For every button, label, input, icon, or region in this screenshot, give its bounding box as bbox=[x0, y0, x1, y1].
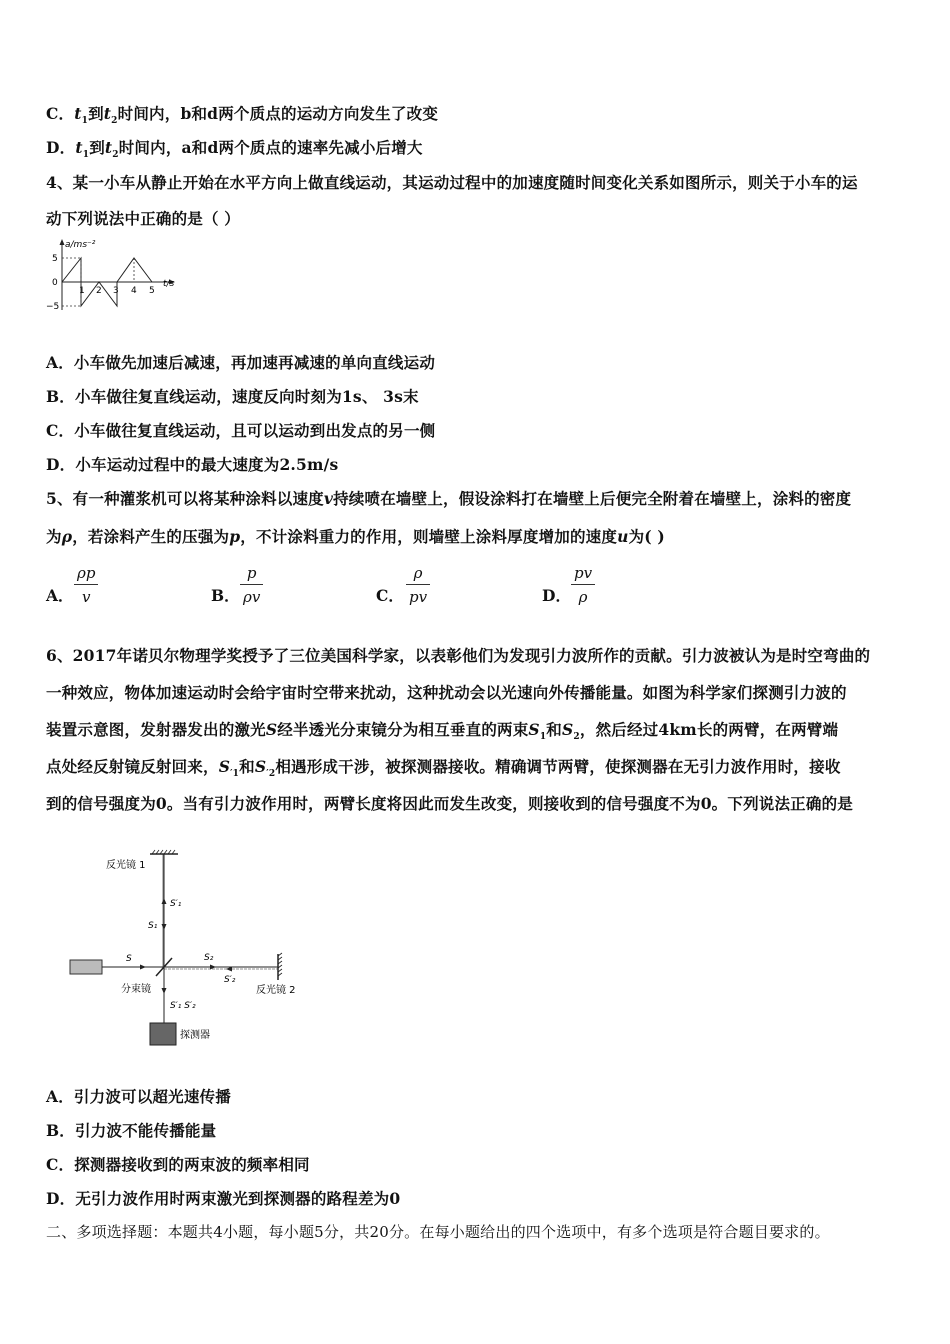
q5-option-c-label: C． bbox=[376, 586, 404, 605]
graph-ytick-neg5: −5 bbox=[46, 302, 60, 312]
q4-option-c: C．小车做往复直线运动，且可以运动到出发点的另一侧 bbox=[46, 421, 436, 440]
q6-stem-line-1: 6、2017年诺贝尔物理学奖授予了三位美国科学家，以表彰他们为发现引力波所作的贡献。引力波被认为是时空弯曲的 bbox=[46, 646, 871, 665]
q4-stem-line-1: 4、某一小车从静止开始在水平方向上做直线运动，其运动过程中的加速度随时间变化关系如图所示，则关于小车的运 bbox=[46, 173, 858, 192]
q3-option-d: D．$t_1$到$t_2$时间内，a和d两个质点的速率先减小后增大 bbox=[46, 138, 423, 161]
q5-option-b-label: B． bbox=[211, 586, 240, 605]
q6-option-a: A．引力波可以超光速传播 bbox=[46, 1087, 231, 1106]
q5-option-a-label: A． bbox=[46, 586, 74, 605]
q5-option-d-fraction: $\frac{pv}{\rho}$ bbox=[571, 564, 595, 606]
q4-option-a: A．小车做先加速后减速，再加速再减速的单向直线运动 bbox=[46, 353, 436, 372]
q6-option-c: C．探测器接收到的两束波的频率相同 bbox=[46, 1155, 310, 1174]
q5-option-d-label: D． bbox=[542, 586, 571, 605]
label-splitter: 分束镜 bbox=[121, 984, 151, 995]
q6-stem-line-5: 到的信号强度为0。当有引力波作用时，两臂长度将因此而发生改变，则接收到的信号强度不为0。下列说法正确的是 bbox=[46, 794, 853, 813]
label-s1: S₁ bbox=[148, 921, 158, 931]
q5-stem-line-2: 为ρ，若涂料产生的压强为p，不计涂料重力的作用，则墙壁上涂料厚度增加的速度u为( ) bbox=[46, 527, 665, 546]
q6-stem-line-4: 点处经反射镜反射回来，$S_{'1}$和$S_{'2}$相遇形成干涉，被探测器接收。精确调节两臂，使探测器在无引力波作用时，接收 bbox=[46, 757, 841, 780]
q4-option-d: D．小车运动过程中的最大速度为2.5m/s bbox=[46, 455, 339, 474]
q5-option-c-fraction: $\frac{\rho}{pv}$ bbox=[406, 564, 430, 606]
label-s2-prime: S′₂ bbox=[224, 975, 236, 985]
section-2-heading: 二、多项选择题：本题共4小题，每小题5分，共20分。在每小题给出的四个选项中，有多个选项是符合题目要求的。 bbox=[46, 1223, 830, 1241]
label-detector: 探测器 bbox=[180, 1030, 210, 1041]
label-mirror-1: 反光镜 1 bbox=[106, 860, 146, 871]
graph-ytick-5: 5 bbox=[52, 254, 58, 264]
laser-emitter bbox=[70, 960, 102, 974]
graph-xlabel: t/s bbox=[163, 279, 175, 289]
q5-option-a-fraction: $\frac{\rho p}{v}$ bbox=[74, 564, 98, 606]
q6-stem-line-3: 装置示意图，发射器发出的激光S经半透光分束镜分为相互垂直的两束$S_1$和$S_2$，然后经过4km长的两臂，在两臂端 bbox=[46, 720, 839, 743]
label-s2: S₂ bbox=[204, 953, 214, 963]
q4-stem-line-2: 动下列说法中正确的是（ ） bbox=[46, 209, 240, 228]
q6-stem-line-2: 一种效应，物体加速运动时会给宇宙时空带来扰动，这种扰动会以光速向外传播能量。如图为科学家们探测引力波的 bbox=[46, 683, 847, 702]
q3-option-c: C．$t_1$到$t_2$时间内，b和d两个质点的运动方向发生了改变 bbox=[46, 104, 439, 127]
graph-xtick-3: 3 bbox=[113, 286, 119, 296]
detector bbox=[150, 1023, 176, 1045]
graph-ytick-0: 0 bbox=[52, 278, 58, 288]
graph-xtick-5: 5 bbox=[149, 286, 155, 296]
graph-xtick-2: 2 bbox=[96, 286, 102, 296]
q4-acceleration-graph bbox=[40, 236, 190, 316]
label-s: S bbox=[126, 954, 132, 964]
label-s1-prime: S′₁ bbox=[170, 899, 182, 909]
q5-option-b-fraction: $\frac{p}{\rho v}$ bbox=[240, 564, 263, 606]
q5-stem-line-1: 5、有一种灌浆机可以将某种涂料以速度v持续喷在墙壁上，假设涂料打在墙壁上后便完全附着在墙壁上，涂料的密度 bbox=[46, 489, 852, 508]
graph-ylabel: a/ms⁻² bbox=[65, 240, 96, 250]
graph-xtick-1: 1 bbox=[79, 286, 85, 296]
q4-option-b: B．小车做往复直线运动，速度反向时刻为1s、 3s末 bbox=[46, 387, 419, 406]
q6-option-b: B．引力波不能传播能量 bbox=[46, 1121, 217, 1140]
label-s1p-s2p: S′₁ S′₂ bbox=[170, 1001, 196, 1011]
graph-xtick-4: 4 bbox=[131, 286, 137, 296]
label-mirror-2: 反光镜 2 bbox=[256, 985, 296, 996]
q6-interferometer-diagram bbox=[66, 848, 326, 1053]
q6-option-d: D．无引力波作用时两束激光到探测器的路程差为0 bbox=[46, 1189, 401, 1208]
